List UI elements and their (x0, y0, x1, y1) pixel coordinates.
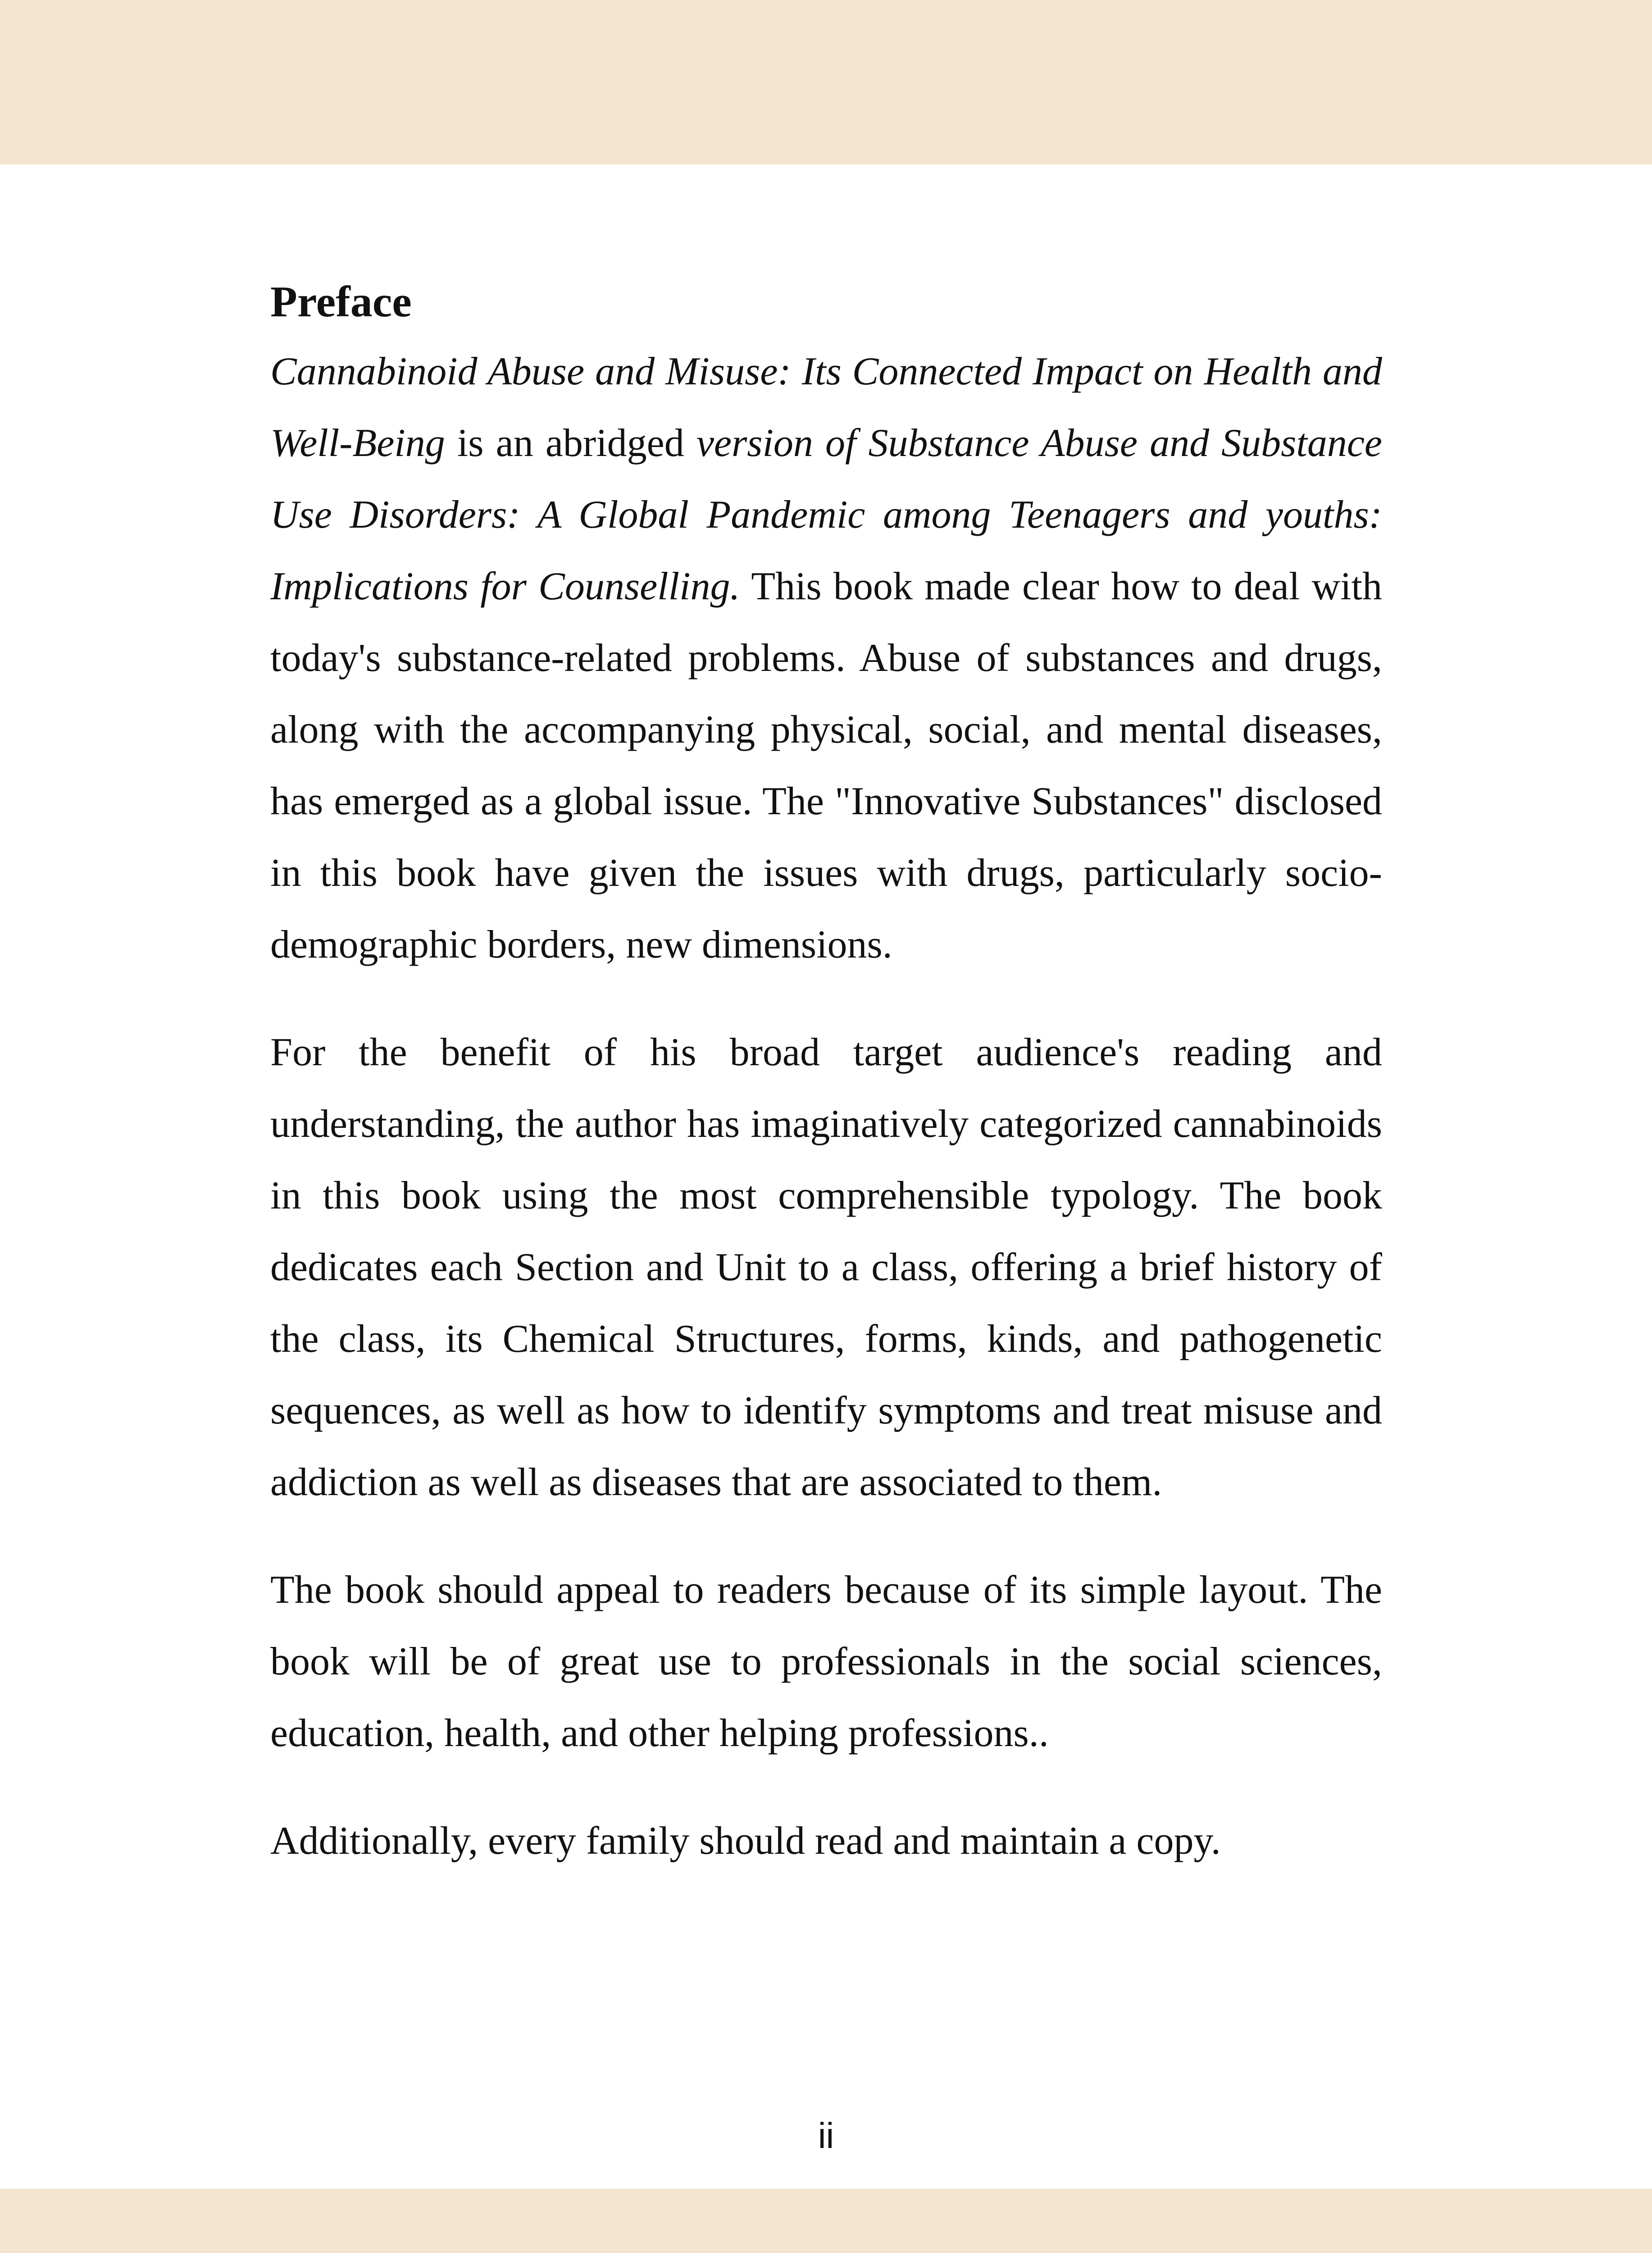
paragraph-1-text-b: This book made clear how to deal with today's substance-related problems. Abuse of substances and drugs, along with the accompanying physical, social, and mental diseases, has emerged as a global issue. The "Innovative Substances" disclosed in this book have given the issues with drugs, particularly socio-demographic borders, new dimensions. (270, 565, 1383, 967)
top-decorative-band (0, 0, 1652, 164)
paragraph-1-text-a: is an abridged (445, 421, 696, 465)
page-content (270, 268, 1382, 1877)
bottom-decorative-band (0, 2189, 1652, 2253)
preface-paragraph-3: The book should appeal to readers because of its simple layout. The book will be of great use to professionals in the social sciences, education, health, and other helping professions.. (270, 1568, 1382, 1755)
page-number: ii (818, 2116, 834, 2156)
preface-paragraph-4: Additionally, every family should read and maintain a copy. (270, 1819, 1221, 1863)
book-title-italic: Cannabinoid Abuse and Misuse: Its Connected Impact on Health and Well-Being (270, 350, 1382, 465)
preface-heading: Preface (270, 278, 412, 326)
preface-paragraph-1 (270, 336, 1382, 981)
preface-paragraph-2: For the benefit of his broad target audience's reading and understanding, the author has imaginatively categorized cannabinoids in this book using the most comprehensible typology. The book dedicates each Section and Unit to a class, offering a brief history of the class, its Chemical Structures, forms, kinds, and pathogenetic sequences, as well as how to identify symptoms and treat misuse and addiction as well as diseases that are associated to them. (270, 1031, 1382, 1504)
original-title-italic: version of Substance Abuse and Substance Use Disorders: A Global Pandemic among Teenagers and youths: Implications for Counselling. (270, 421, 1382, 608)
